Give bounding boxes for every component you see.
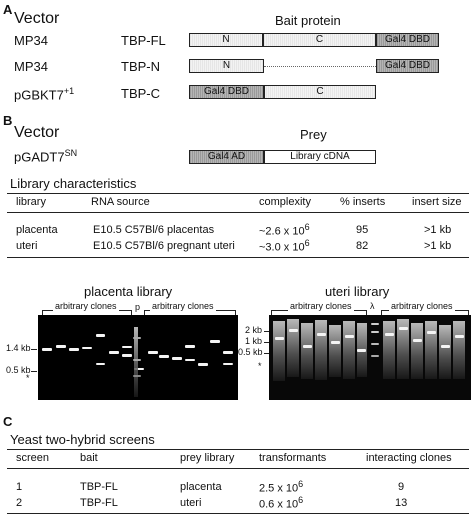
placenta-bracket-left-label: arbitrary clones <box>55 301 117 311</box>
lib-header-library: library <box>16 196 46 208</box>
segment-c: C <box>316 86 324 97</box>
placenta-marker-lane-label: p <box>135 302 141 312</box>
lib-header-rna-source: RNA source <box>91 196 150 208</box>
segment-c: C <box>264 34 377 46</box>
lib-row1-rna-source: E10.5 C57Bl/6 placentas <box>93 224 215 236</box>
uteri-tick-0-5kb <box>264 353 269 354</box>
lib-row2-insert-size: >1 kb <box>424 240 452 252</box>
screen-row2-screen: 2 <box>16 497 23 509</box>
library-table-top-rule <box>7 193 469 194</box>
vector-name-row3: $pGBKT7^{+1}$ <box>14 86 75 103</box>
construct-bar-row2-n <box>189 59 264 73</box>
lib-row2-rna-source: E10.5 C57Bl/6 pregnant uteri <box>93 240 235 252</box>
vector-name-row1: MP34 <box>14 33 48 48</box>
screen-row1-interacting-clones: 9 <box>398 481 405 493</box>
library-table-bottom-rule <box>7 257 469 258</box>
screen-row2-prey-library: uteri <box>180 497 202 509</box>
placenta-tick-1-4kb <box>31 349 37 350</box>
deletion-dotted-line <box>264 66 376 67</box>
yeast-screens-title: Yeast two-hybrid screens <box>10 432 155 447</box>
screens-table-header-rule <box>7 468 469 469</box>
screen-row2-interacting-clones: 13 <box>395 497 408 509</box>
uteri-size-asterisk: * <box>258 361 262 371</box>
screens-header-prey-library: prey library <box>180 452 235 464</box>
screen-row2-transformants: 0.6 x $10^6$ <box>259 495 304 511</box>
placenta-size-asterisk: * <box>26 373 30 383</box>
placenta-size-1-4kb: 1.4 kb <box>6 343 31 353</box>
screens-header-screen: screen <box>16 452 50 464</box>
lib-row1-inserts: 95 <box>356 224 369 236</box>
segment-gal4-dbd: Gal4 DBD <box>190 86 265 98</box>
segment-n: N <box>190 34 264 46</box>
uteri-size-0-5kb: 0.5 kb <box>238 347 263 357</box>
panel-c-letter: C <box>3 414 13 429</box>
screens-table-top-rule <box>7 449 469 450</box>
lib-row1-complexity: ~2.6 x $10^6$ <box>259 222 310 238</box>
placenta-bracket-right-text: arbitrary clones <box>152 301 214 311</box>
lib-row1-insert-size: >1 kb <box>424 224 452 236</box>
construct-name-row3: TBP-C <box>121 86 160 101</box>
segment-gal4-ad: Gal4 AD <box>190 151 265 163</box>
screens-table-bottom-rule <box>7 513 469 514</box>
uteri-marker-lane-label: λ <box>370 301 375 311</box>
panel-b-letter: B <box>3 113 13 128</box>
placenta-size-0-5kb: 0.5 kb <box>6 365 31 375</box>
lib-row2-inserts: 82 <box>356 240 369 252</box>
prey-construct-bar <box>189 150 376 164</box>
segment-gal4-dbd: Gal4 DBD <box>384 60 430 71</box>
uteri-tick-2kb <box>264 331 269 332</box>
bait-heading: Bait protein <box>275 13 341 28</box>
lib-header-insert-size: insert size <box>412 196 462 208</box>
segment-gal4-dbd: Gal4 DBD <box>377 34 438 46</box>
uteri-size-1kb: 1 kb <box>245 336 263 346</box>
screen-row1-prey-library: placenta <box>180 481 222 493</box>
construct-bar-row1 <box>189 33 439 47</box>
screen-row2-bait: TBP-FL <box>80 497 118 509</box>
construct-name-row2: TBP-N <box>121 59 160 74</box>
uteri-size-2kb: 2 kb <box>245 325 263 335</box>
uteri-gel-image <box>269 315 471 400</box>
construct-bar-row3 <box>189 85 376 99</box>
screens-header-interacting-clones: interacting clones <box>366 452 452 464</box>
prey-heading: Prey <box>300 127 327 142</box>
screen-row1-bait: TBP-FL <box>80 481 118 493</box>
placenta-gel-image <box>38 315 238 400</box>
lib-row1-library: placenta <box>16 224 58 236</box>
placenta-tick-0-5kb <box>31 371 37 372</box>
library-table-header-rule <box>7 212 469 213</box>
prey-vector-heading: Vector <box>14 124 60 141</box>
uteri-gel-title: uteri library <box>325 284 390 299</box>
construct-bar-row2-dbd <box>376 59 439 73</box>
screen-row1-screen: 1 <box>16 481 23 493</box>
placenta-gel-title: placenta library <box>84 284 173 299</box>
panel-a-letter: A <box>3 2 13 17</box>
lib-row2-library: uteri <box>16 240 38 252</box>
screens-header-bait: bait <box>80 452 98 464</box>
uteri-tick-1kb <box>264 342 269 343</box>
lib-header-complexity: complexity <box>259 196 311 208</box>
prey-vector-name: $pGADT7^{SN}$ <box>14 148 78 165</box>
uteri-bracket-right-label: arbitrary clones <box>391 301 453 311</box>
segment-n: N <box>222 60 231 71</box>
lib-header-inserts: % inserts <box>340 196 386 208</box>
lib-row2-complexity: ~3.0 x $10^6$ <box>259 238 310 254</box>
segment-library-cdna: Library cDNA <box>265 151 375 163</box>
construct-name-row1: TBP-FL <box>121 33 166 48</box>
library-characteristics-title: Library characteristics <box>10 176 137 191</box>
vector-heading: Vector <box>14 10 60 27</box>
vector-name-row2: MP34 <box>14 59 48 74</box>
screen-row1-transformants: 2.5 x $10^6$ <box>259 479 304 495</box>
uteri-bracket-left-label: arbitrary clones <box>290 301 352 311</box>
screens-header-transformants: transformants <box>259 452 327 464</box>
